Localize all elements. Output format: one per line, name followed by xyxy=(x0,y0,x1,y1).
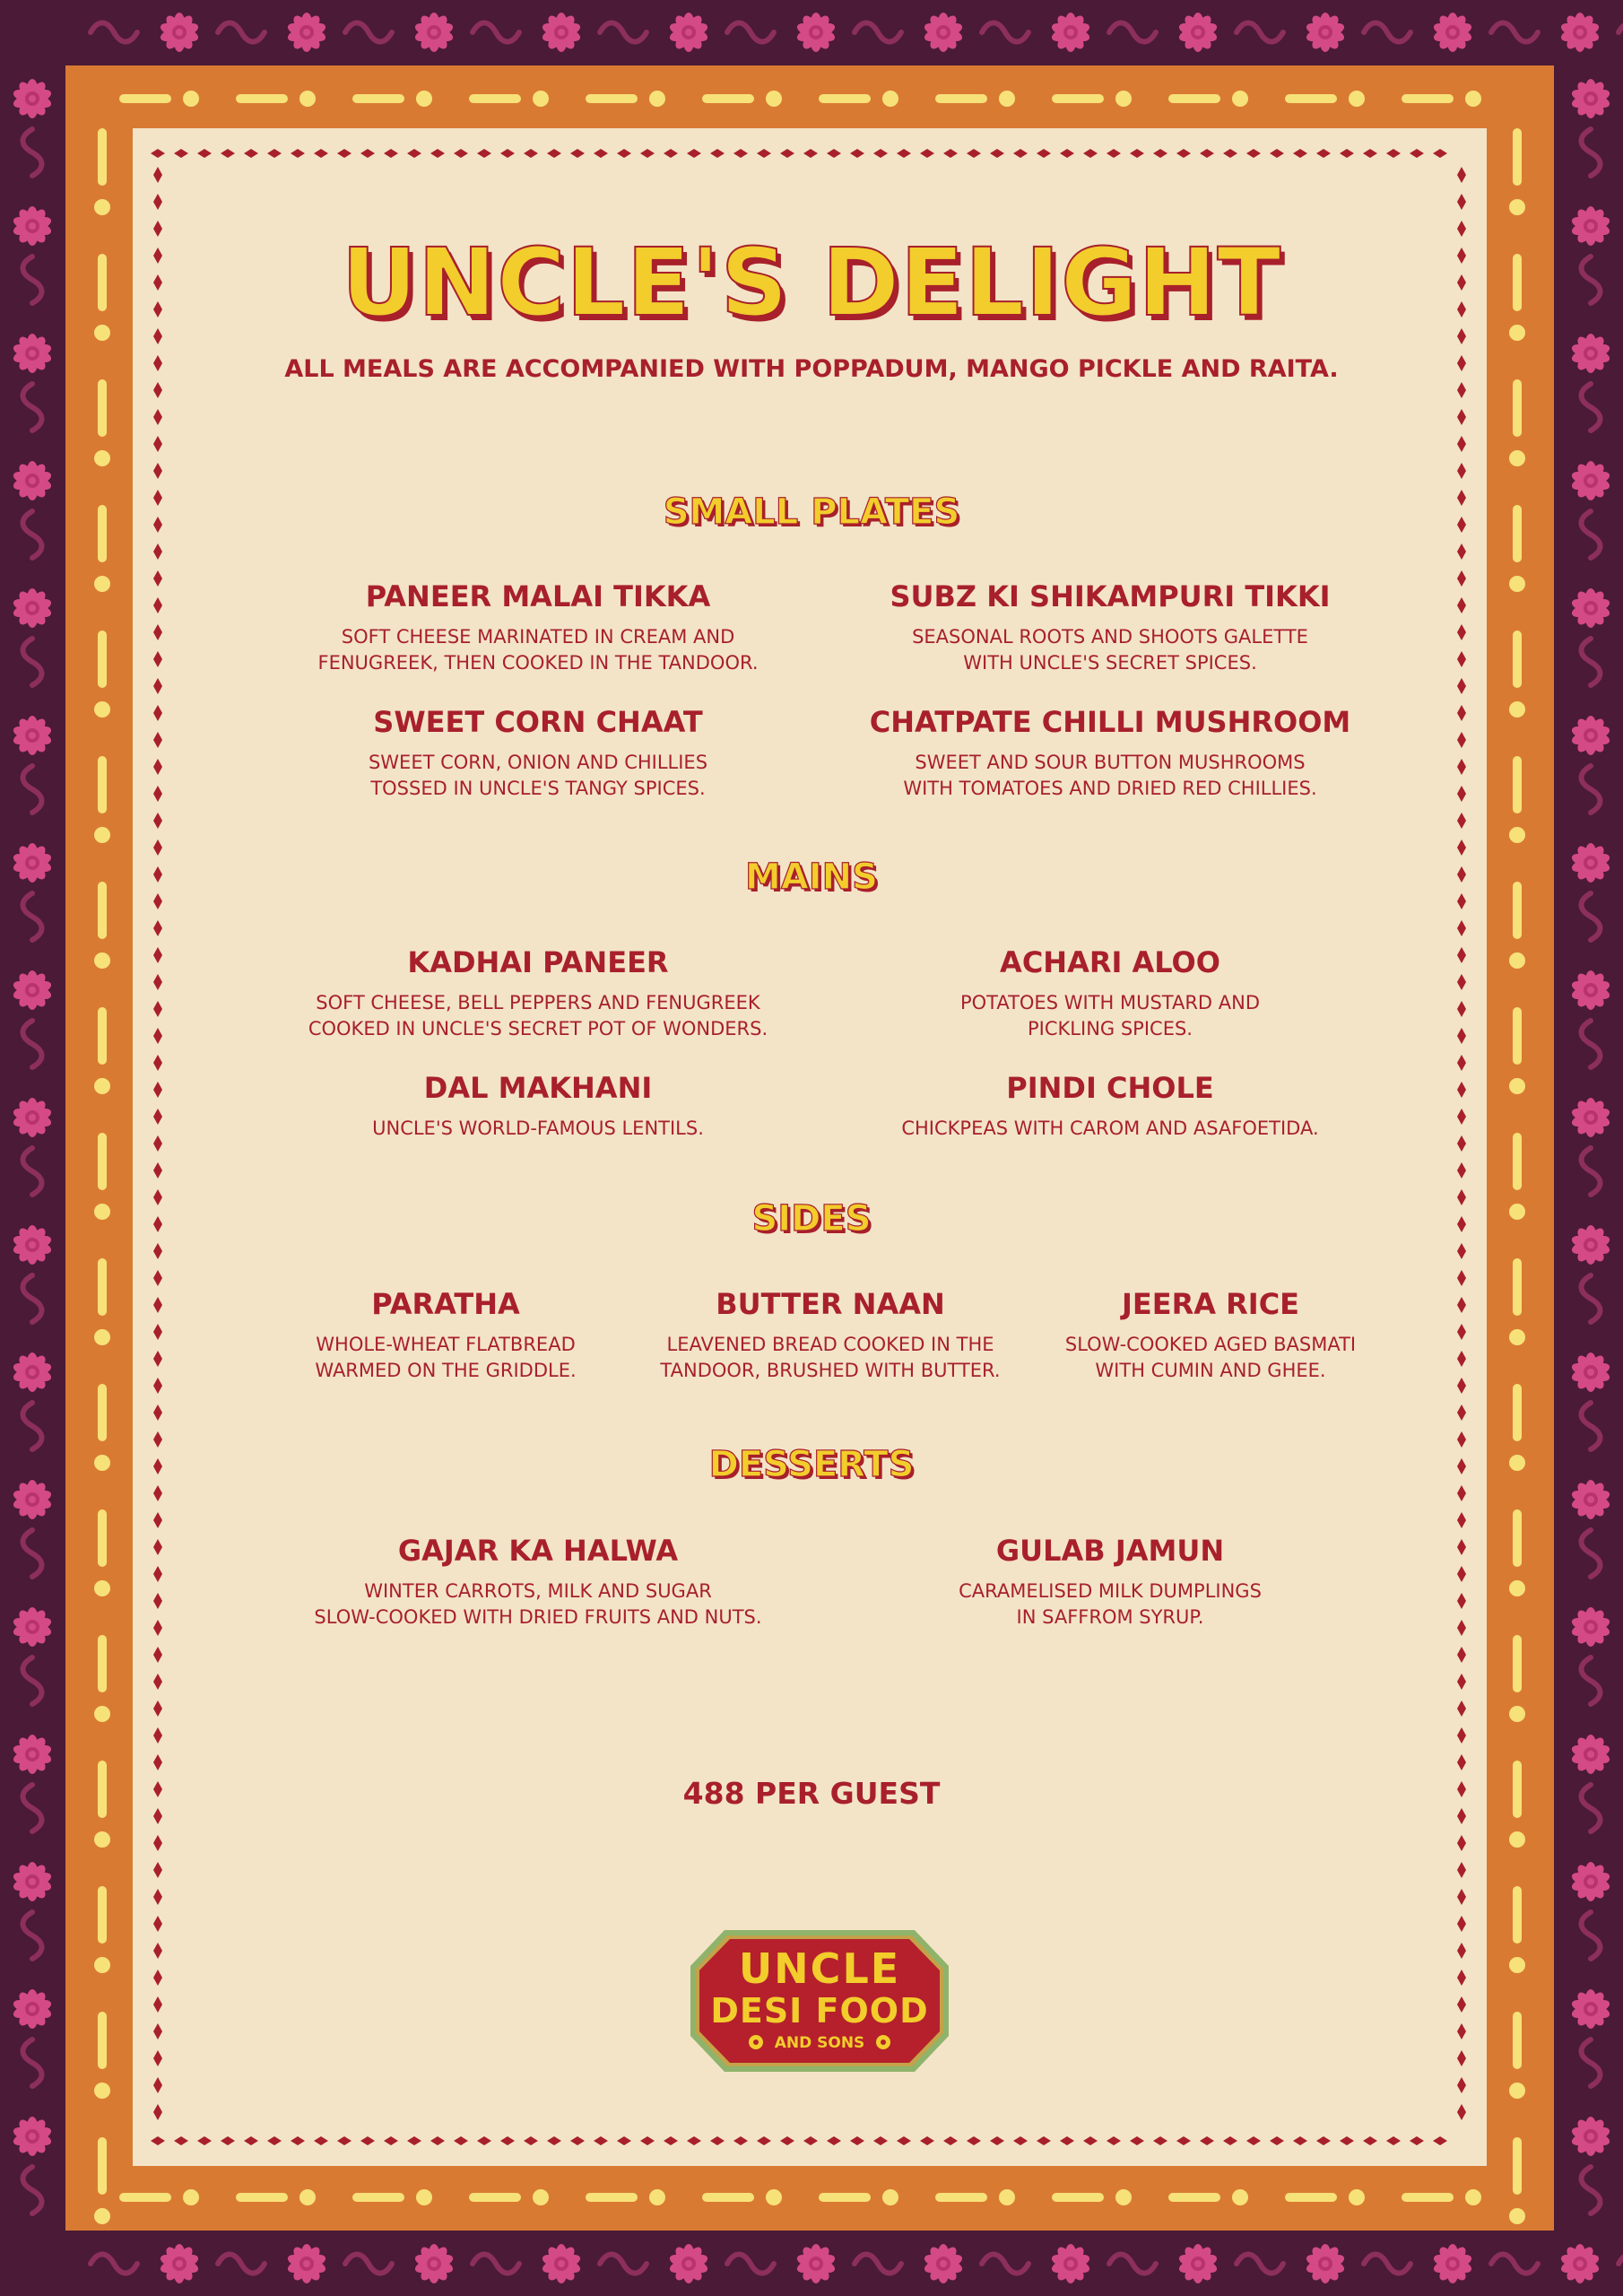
dish-jeera-rice xyxy=(1031,1287,1390,1383)
dish-name: GULAB JAMUN xyxy=(995,1534,1225,1568)
dish-description-line: WINTER CARROTS, MILK AND SUGAR xyxy=(364,1580,712,1603)
dish-name: KADHAI PANEER xyxy=(407,945,669,979)
dish-name: ACHARI ALOO xyxy=(1000,945,1220,979)
dish-description-line: SWEET CORN, ONION AND CHILLIES xyxy=(368,752,708,774)
dish-name: GAJAR KA HALWA xyxy=(397,1534,679,1568)
dish-paratha xyxy=(266,1287,625,1383)
dish-description xyxy=(1031,1332,1390,1383)
section-title-desserts: DESSERTS xyxy=(708,1444,915,1485)
dish-description-line: SOFT CHEESE, BELL PEPPERS AND FENUGREEK xyxy=(316,992,760,1014)
section-title-sides: SIDES xyxy=(751,1198,872,1239)
dish-description-line: COOKED IN UNCLE'S SECRET POT OF WONDERS. xyxy=(308,1017,768,1039)
dish-name: BUTTER NAAN xyxy=(716,1287,945,1321)
dish-description xyxy=(266,1332,625,1383)
dish-description xyxy=(633,1332,1028,1383)
dish-description-line: UNCLE'S WORLD-FAMOUS LENTILS. xyxy=(372,1118,704,1140)
dish-name: SUBZ KI SHIKAMPURI TIKKI xyxy=(890,579,1331,613)
dish-description-line: WARMED ON THE GRIDDLE. xyxy=(315,1359,577,1381)
dish-description-line: TANDOOR, BRUSHED WITH BUTTER. xyxy=(660,1359,1001,1381)
dish-pindi-chole xyxy=(841,1071,1379,1142)
dish-description-line: POTATOES WITH MUSTARD AND xyxy=(959,992,1261,1014)
dish-name: JEERA RICE xyxy=(1121,1287,1300,1321)
dish-description-line: CHICKPEAS WITH CAROM AND ASAFOETIDA. xyxy=(901,1118,1319,1140)
dish-kadhai-paneer xyxy=(269,945,807,1041)
dish-description-line: IN SAFFROM SYRUP. xyxy=(1016,1605,1204,1628)
dish-description-line: SEASONAL ROOTS AND SHOOTS GALETTE xyxy=(912,626,1308,648)
dish-description xyxy=(269,1578,807,1630)
dish-description-line: WITH UNCLE'S SECRET SPICES. xyxy=(963,651,1257,674)
dish-name: PARATHA xyxy=(371,1287,520,1321)
menu-subtitle: ALL MEALS ARE ACCOMPANIED WITH POPPADUM, MANGO PICKLE AND RAITA. xyxy=(284,355,1339,383)
dish-description xyxy=(841,1116,1379,1142)
dish-description-line: FENUGREEK, THEN COOKED IN THE TANDOOR. xyxy=(317,651,759,674)
dish-name: PINDI CHOLE xyxy=(1006,1071,1214,1105)
dish-description-line: WHOLE-WHEAT FLATBREAD xyxy=(316,1334,576,1356)
logo-line-and-sons: AND SONS xyxy=(774,2034,865,2052)
dish-dal-makhani xyxy=(269,1071,807,1142)
dish-description xyxy=(269,1116,807,1142)
dish-description xyxy=(841,624,1379,675)
dish-description xyxy=(269,624,807,675)
dish-subz-ki-shikampuri-tikki xyxy=(841,579,1379,675)
dish-description-line: LEAVENED BREAD COOKED IN THE xyxy=(666,1334,994,1356)
dish-description-line: SOFT CHEESE MARINATED IN CREAM AND xyxy=(341,626,735,648)
dish-paneer-malai-tikka xyxy=(269,579,807,675)
dish-description xyxy=(269,750,807,801)
section-title-mains: MAINS xyxy=(745,857,878,898)
dish-description xyxy=(841,750,1379,801)
dish-description-line: CARAMELISED MILK DUMPLINGS xyxy=(959,1580,1262,1603)
dish-gajar-ka-halwa xyxy=(269,1534,807,1630)
dish-description-line: PICKLING SPICES. xyxy=(1028,1017,1193,1039)
dish-name: CHATPATE CHILLI MUSHROOM xyxy=(869,705,1351,739)
dish-description-line: SLOW-COOKED AGED BASMATI xyxy=(1064,1334,1357,1356)
dish-achari-aloo xyxy=(841,945,1379,1041)
dish-description-line: WITH CUMIN AND GHEE. xyxy=(1095,1359,1326,1381)
dish-description-line: WITH TOMATOES AND DRIED RED CHILLIES. xyxy=(903,777,1317,799)
logo-line-uncle: UNCLE xyxy=(738,1944,901,1993)
dish-description xyxy=(841,1578,1379,1630)
dish-description-line: SLOW-COOKED WITH DRIED FRUITS AND NUTS. xyxy=(314,1605,762,1628)
dish-name: PANEER MALAI TIKKA xyxy=(365,579,711,613)
dish-description xyxy=(841,990,1379,1041)
price-per-guest: 488 PER GUEST xyxy=(682,1776,941,1811)
menu-title: UNCLE'S DELIGHT xyxy=(341,228,1282,337)
dish-description xyxy=(269,990,807,1041)
dish-name: SWEET CORN CHAAT xyxy=(373,705,703,739)
section-title-small-plates: SMALL PLATES xyxy=(663,491,960,533)
dish-chatpate-chilli-mushroom xyxy=(841,705,1379,801)
uncle-desi-food-logo xyxy=(689,1928,950,2074)
dish-butter-naan xyxy=(633,1287,1028,1383)
diamond-chain-border-icon xyxy=(133,128,1487,2166)
dish-description-line: TOSSED IN UNCLE'S TANGY SPICES. xyxy=(370,777,706,799)
dish-description-line: SWEET AND SOUR BUTTON MUSHROOMS xyxy=(915,752,1306,774)
dish-sweet-corn-chaat xyxy=(269,705,807,801)
logo-line-desi-food: DESI FOOD xyxy=(710,1991,929,2031)
dish-gulab-jamun xyxy=(841,1534,1379,1630)
dish-name: DAL MAKHANI xyxy=(423,1071,653,1105)
